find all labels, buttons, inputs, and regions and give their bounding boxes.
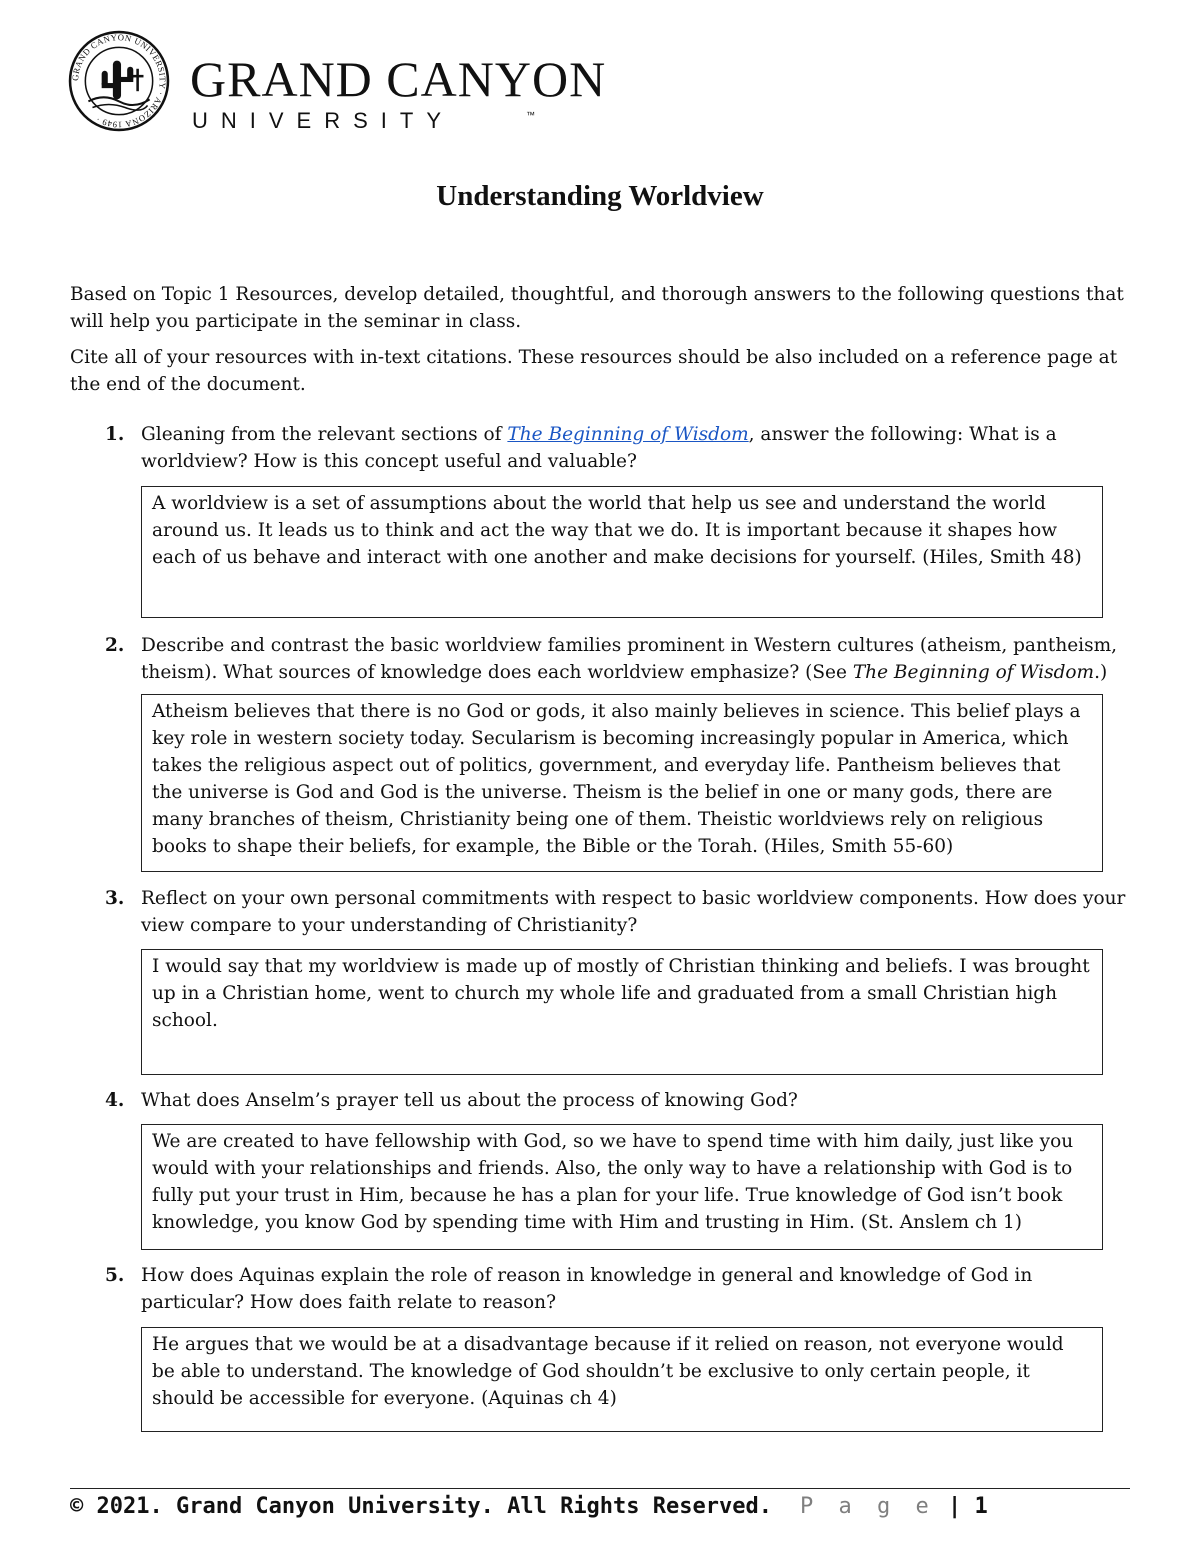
question-text-part: Gleaning from the relevant sections of bbox=[141, 424, 508, 445]
page-number: | 1 bbox=[947, 1494, 988, 1519]
question-number: 5. bbox=[105, 1265, 125, 1286]
trademark-mark: ™ bbox=[526, 110, 535, 120]
answer-box-3: I would say that my worldview is made up of mostly of Christian thinking and beliefs. I was brought up in a Christian home, went to church my whole life and graduated from a small Christian high school. bbox=[141, 949, 1103, 1075]
question-text-part: Describe and contrast the basic worldview families prominent in Western cultures (atheism, pantheism, theism). What sources of knowledge does each worldview emphasize? (See bbox=[141, 635, 1118, 683]
question-number: 2. bbox=[105, 635, 125, 656]
answer-box-1: A worldview is a set of assumptions about the world that help us see and understand the world around us. It leads us to think and act the way that we do. It is important because it shapes how each of us behave and interact with one another and make decisions for yourself. (Hiles, Smith 48) bbox=[141, 486, 1103, 618]
question-text-part: .) bbox=[1094, 662, 1108, 683]
brand-subtitle: UNIVERSITY bbox=[192, 108, 455, 133]
question-number: 3. bbox=[105, 888, 125, 909]
document-title: Understanding Worldview bbox=[436, 180, 764, 212]
page-label: P a g e bbox=[800, 1494, 935, 1519]
answer-box-4: We are created to have fellowship with God, so we have to spend time with him daily, just like you would with your relationships and friends. Also, the only way to have a relationship with God is to fully put your trust in Him, because he has a plan for your life. True knowledge of God isn’t book knowledge, you know God by spending time with Him and trusting in Him. (St. Anslem ch 1) bbox=[141, 1124, 1103, 1250]
seal-ring-text: GRAND CANYON UNIVERSITY · ARIZONA 1949 · bbox=[70, 32, 168, 130]
question-text-part: , answer the following: What is a worldview? How is this concept useful and valuable? bbox=[141, 424, 1057, 472]
footer-divider bbox=[70, 1488, 1130, 1489]
beginning-of-wisdom-link[interactable]: The Beginning of Wisdom bbox=[507, 424, 749, 445]
question-text: Reflect on your own personal commitments with respect to basic worldview components. How does your view compare to your understanding of Christianity? bbox=[141, 888, 1126, 936]
intro-paragraph-1: Based on Topic 1 Resources, develop detailed, thoughtful, and thorough answers to the following questions that will help you participate in the seminar in class. bbox=[70, 284, 1124, 332]
question-text: What does Anselm’s prayer tell us about the process of knowing God? bbox=[141, 1090, 798, 1111]
brand-name: GRAND CANYON bbox=[190, 51, 607, 107]
question-number: 1. bbox=[105, 424, 125, 445]
university-seal-icon bbox=[68, 30, 170, 132]
answer-box-5: He argues that we would be at a disadvantage because if it relied on reason, not everyone would be able to understand. The knowledge of God shouldn’t be exclusive to only certain people, it should be accessible for everyone. (Aquinas ch 4) bbox=[141, 1327, 1103, 1432]
book-title-italic: The Beginning of Wisdom bbox=[852, 662, 1095, 683]
university-logo bbox=[68, 30, 607, 134]
copyright-notice: © 2021. Grand Canyon University. All Rights Reserved. bbox=[70, 1494, 772, 1519]
question-number: 4. bbox=[105, 1090, 125, 1111]
answer-box-2: Atheism believes that there is no God or gods, it also mainly believes in science. This belief plays a key role in western society today. Secularism is becoming increasingly popular in America, which takes the religious aspect out of politics, government, and everyday life. Pantheism believes that the universe is God and God is the universe. Theism is the belief in one or many gods, there are many branches of theism, Christianity being one of them. Theistic worldviews rely on religious books to shape their beliefs, for example, the Bible or the Torah. (Hiles, Smith 55-60) bbox=[141, 694, 1103, 872]
question-text: How does Aquinas explain the role of reason in knowledge in general and knowledge of God in particular? How does faith relate to reason? bbox=[141, 1265, 1033, 1313]
page-footer bbox=[70, 1492, 988, 1522]
intro-paragraph-2: Cite all of your resources with in-text citations. These resources should be also included on a reference page at the end of the document. bbox=[70, 347, 1118, 395]
question-text bbox=[141, 632, 1141, 686]
question-text bbox=[141, 421, 1141, 475]
